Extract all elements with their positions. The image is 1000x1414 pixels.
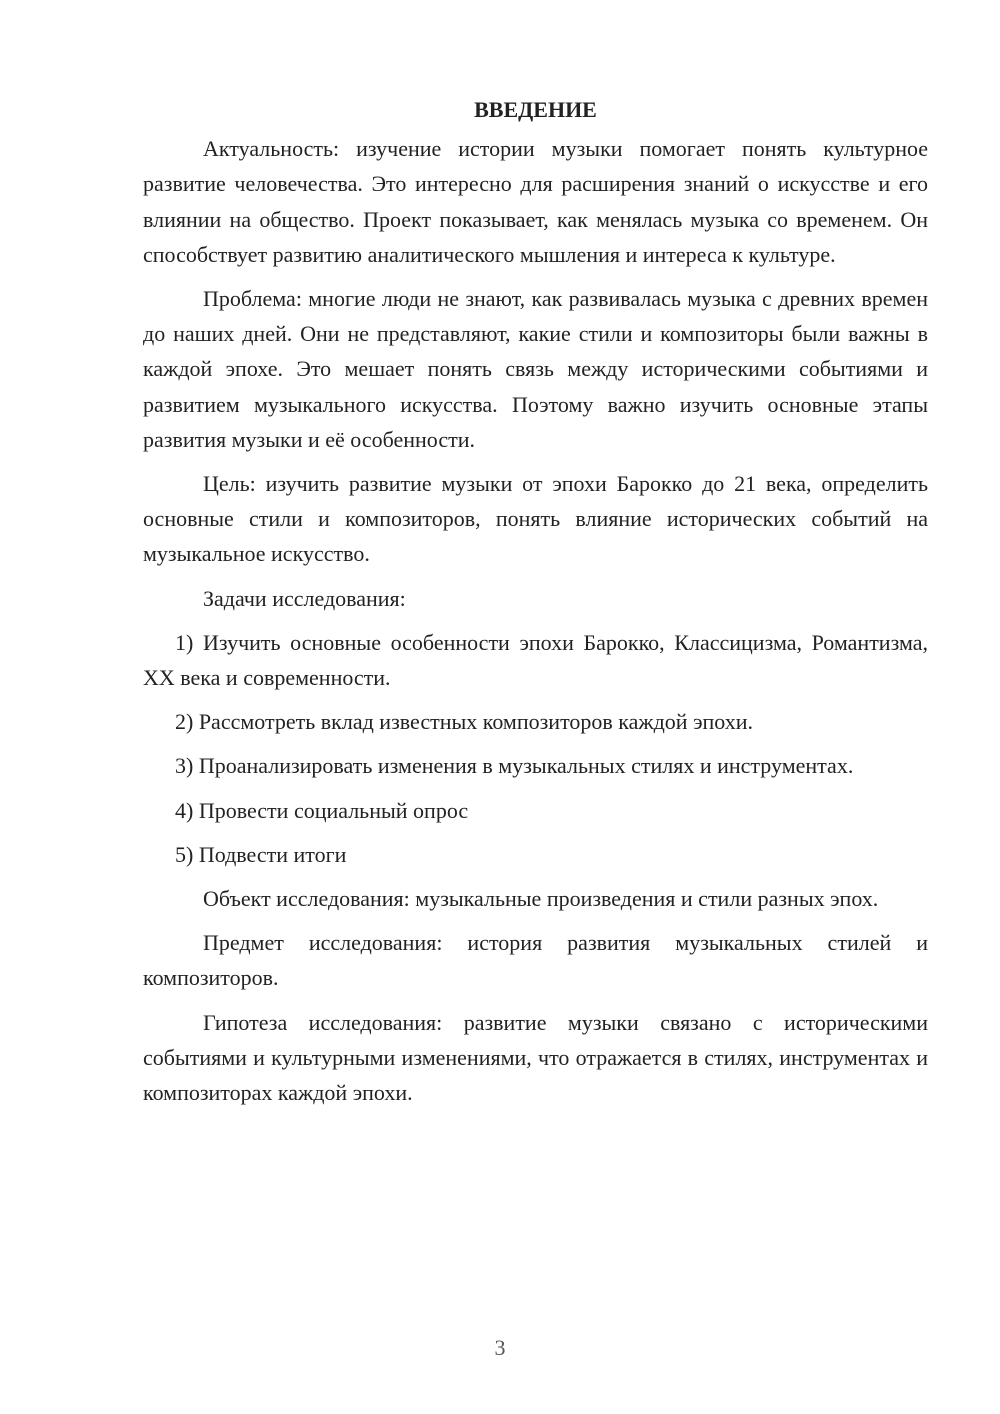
tasks-heading: Задачи исследования:	[203, 585, 406, 611]
task-item-2: 2) Рассмотреть вклад известных композиторов каждой эпохи.	[175, 709, 754, 735]
paragraph-subject: Предмет исследования: история развития музыкальных стилей и композиторов.	[143, 930, 928, 991]
page-number: 3	[494, 1335, 506, 1360]
task-item-5: 5) Подвести итоги	[175, 841, 347, 867]
paragraph-problem: Проблема: многие люди не знают, как развивалась музыка с древних времен до наших дней. Они не представляют, какие стили и композиторы были важны в каждой эпохе. Это мешает понять связь между историческими событиями и развитием музыкального искусства. Поэтому важно изучить основные этапы развития музыки и её особенности.	[143, 286, 928, 452]
task-item-4: 4) Провести социальный опрос	[175, 797, 469, 823]
paragraph-object: Объект исследования: музыкальные произведения и стили разных эпох.	[203, 886, 879, 912]
section-title: ВВЕДЕНИЕ	[474, 97, 597, 122]
paragraph-relevance: Актуальность: изучение истории музыки помогает понять культурное развитие человечества. Это интересно для расширения знаний о искусстве и его влиянии на общество. Проект показывает, как менялась музыка со временем. Он способствует развитию аналитического мышления и интереса к культуре.	[143, 136, 928, 267]
paragraph-goal: Цель: изучить развитие музыки от эпохи Барокко до 21 века, определить основные стили и композиторов, понять влияние исторических событий на музыкальное искусство.	[143, 471, 928, 567]
page-content	[143, 92, 928, 1119]
paragraph-hypothesis: Гипотеза исследования: развитие музыки связано с историческими событиями и культурными изменениями, что отражается в стилях, инструментах и композиторах каждой эпохи.	[143, 1009, 928, 1106]
task-item-1: 1) Изучить основные особенности эпохи Барокко, Классицизма, Романтизма, XX века и современности.	[143, 629, 928, 691]
task-item-3: 3) Проанализировать изменения в музыкальных стилях и инструментах.	[175, 753, 854, 779]
